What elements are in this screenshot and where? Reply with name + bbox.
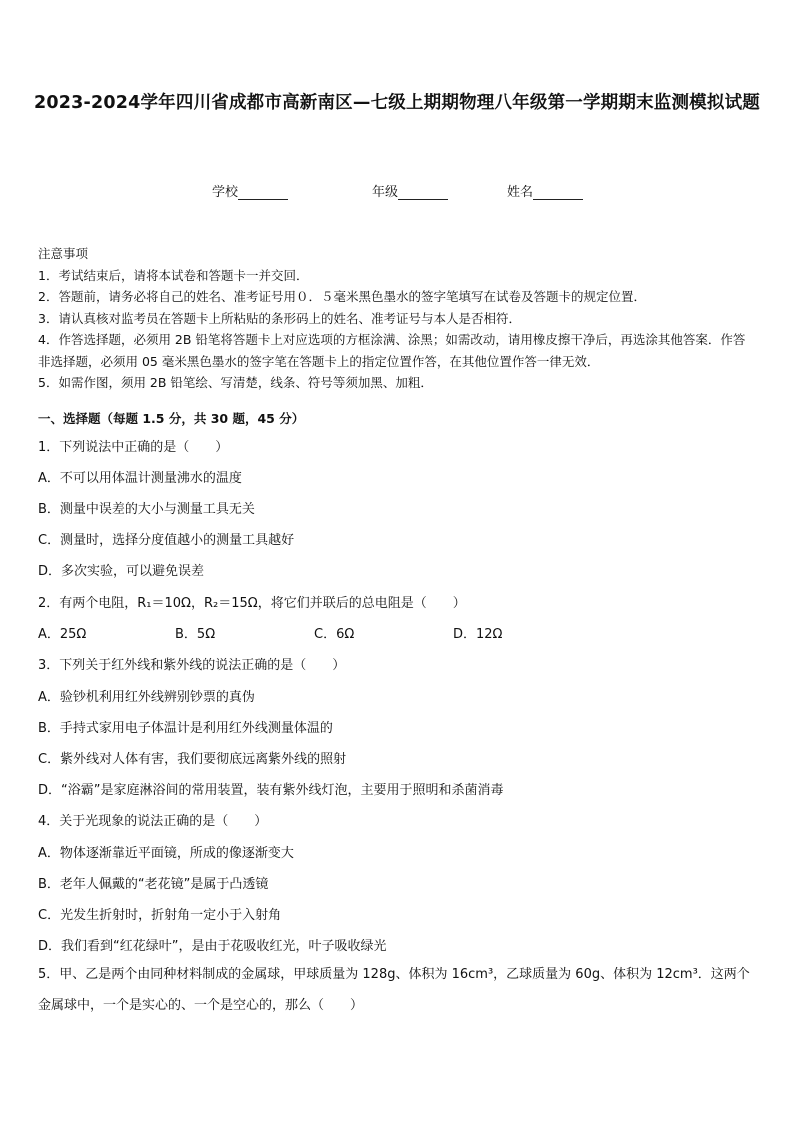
notes-heading: 注意事项 — [38, 246, 89, 261]
question-1-option-d: D．多次实验，可以避免误差 — [38, 564, 205, 579]
section-heading: 一、选择题（每题 1.5 分，共 30 题，45 分） — [38, 411, 305, 426]
school-blank — [238, 185, 288, 200]
name-blank — [533, 185, 583, 200]
question-2-option-a: A．25Ω — [38, 627, 87, 642]
question-1-option-a: A．不可以用体温计测量沸水的温度 — [38, 471, 242, 486]
grade-label: 年级 — [372, 185, 399, 200]
question-1-stem: 1．下列说法中正确的是（ ） — [38, 440, 229, 455]
question-3-option-a: A．验钞机利用红外线辨别钞票的真伪 — [38, 690, 255, 705]
school-field — [212, 181, 288, 200]
note-item: 4．作答选择题，必须用 2B 铅笔将答题卡上对应选项的方框涂满、涂黑；如需改动，请用橡皮擦干净后，再选涂其他答案．作答非选择题，必须用 05 毫米黑色墨水的签字笔在答题卡上的指定位置作答，在其他位置作答一律无效． — [38, 332, 746, 369]
question-2-stem: 2．有两个电阻，R₁＝10Ω，R₂＝15Ω，将它们并联后的总电阻是（ ） — [38, 596, 466, 611]
question-3-stem: 3．下列关于红外线和紫外线的说法正确的是（ ） — [38, 658, 346, 673]
question-4-stem: 4．关于光现象的说法正确的是（ ） — [38, 814, 268, 829]
school-label: 学校 — [212, 185, 239, 200]
question-2-option-d: D．12Ω — [453, 627, 503, 642]
note-item: 5．如需作图，须用 2B 铅笔绘、写清楚，线条、符号等须加黑、加粗． — [38, 375, 433, 390]
note-item: 1．考试结束后，请将本试卷和答题卡一并交回． — [38, 267, 309, 283]
question-1-option-b: B．测量中误差的大小与测量工具无关 — [38, 502, 255, 517]
question-3-option-b: B．手持式家用电子体温计是利用红外线测量体温的 — [38, 721, 333, 736]
name-field — [507, 181, 583, 200]
note-item: 3．请认真核对监考员在答题卡上所粘贴的条形码上的姓名、准考证号与本人是否相符． — [38, 310, 521, 326]
question-2-option-c: C．6Ω — [314, 627, 355, 642]
question-5-stem: 5．甲、乙是两个由同种材料制成的金属球，甲球质量为 128g、体积为 16cm³，乙球质量为 60g、体积为 12cm³．这两个金属球中，一个是实心的、一个是空心的，那么（ ） — [38, 967, 750, 1013]
student-info-row — [0, 181, 794, 201]
question-4-option-d: D．我们看到“红花绿叶”，是由于花吸收红光，叶子吸收绿光 — [38, 939, 387, 954]
name-label: 姓名 — [507, 185, 534, 200]
question-4-option-c: C．光发生折射时，折射角一定小于入射角 — [38, 908, 282, 923]
grade-field — [372, 181, 448, 200]
question-4-option-a: A．物体逐渐靠近平面镜，所成的像逐渐变大 — [38, 846, 294, 861]
page-title: 2023-2024学年四川省成都市高新南区—七级上期期物理八年级第一学期期末监测模拟试题 — [34, 93, 760, 113]
question-3-option-c: C．紫外线对人体有害，我们要彻底远离紫外线的照射 — [38, 752, 347, 767]
exam-notes — [38, 243, 756, 394]
grade-blank — [398, 185, 448, 200]
question-4-option-b: B．老年人佩戴的“老花镜”是属于凸透镜 — [38, 877, 269, 892]
question-3-option-d: D．“浴霸”是家庭淋浴间的常用装置，装有紫外线灯泡，主要用于照明和杀菌消毒 — [38, 783, 504, 798]
question-2-option-b: B．5Ω — [175, 627, 216, 642]
note-item: 2．答题前，请务必将自己的姓名、准考证号用０．５毫米黑色墨水的签字笔填写在试卷及答题卡的规定位置． — [38, 289, 646, 304]
question-1-option-c: C．测量时，选择分度值越小的测量工具越好 — [38, 533, 295, 548]
